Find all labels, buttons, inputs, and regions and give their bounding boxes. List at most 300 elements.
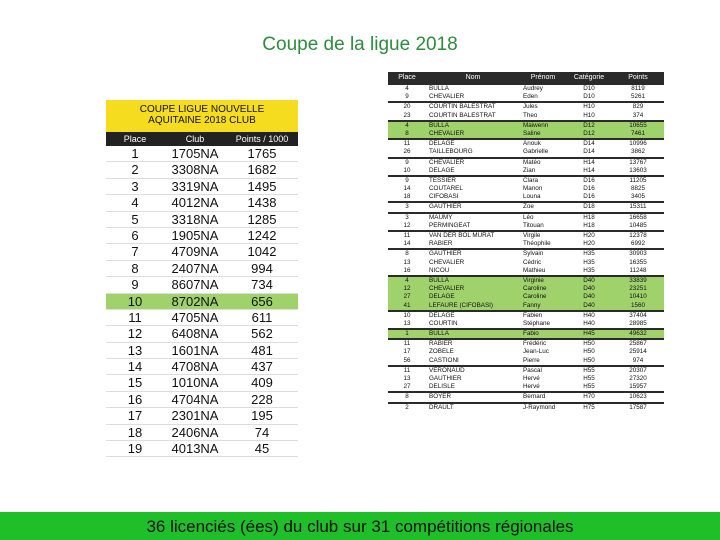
points-cell: 1560: [630, 301, 645, 309]
points-cell: 16355: [629, 258, 647, 266]
prenom-cell: Hervé: [523, 383, 540, 391]
prenom-cell: Caroline: [523, 285, 547, 293]
prenom-cell: Cédric: [523, 258, 542, 266]
table-row: [388, 330, 664, 338]
points-cell: 37404: [629, 311, 647, 319]
prenom-cell: Jules: [523, 103, 538, 111]
footer-banner: [0, 512, 720, 540]
prenom-cell: Pierre: [523, 356, 540, 364]
place-cell: 11: [403, 140, 411, 148]
categorie-cell: H55: [583, 366, 595, 374]
table-row: [388, 203, 664, 211]
categorie-cell: D14: [583, 140, 595, 148]
points-cell: 195: [251, 408, 273, 424]
points-cell: 7461: [630, 129, 645, 137]
categorie-cell: H50: [583, 356, 595, 364]
points-cell: 16658: [629, 213, 647, 221]
nom-cell: LEFAURE (CIFOBASI): [429, 301, 494, 309]
categorie-cell: D16: [583, 193, 595, 201]
prenom-cell: Maiwenn: [523, 121, 549, 129]
points-cell: 1682: [247, 162, 277, 178]
points-cell: 49632: [629, 330, 647, 338]
prenom-cell: Eden: [523, 93, 538, 101]
individual-results-table: [388, 72, 664, 412]
nom-cell: DELISLE: [429, 383, 455, 391]
nom-cell: BULLA: [429, 121, 449, 129]
place-cell: 2: [405, 403, 409, 411]
place-cell: 10: [403, 311, 411, 319]
col-nom: Nom: [465, 74, 481, 81]
table-row: [388, 148, 664, 156]
place-cell: 56: [403, 356, 411, 364]
table-row: [388, 93, 664, 101]
points-cell: 656: [251, 293, 273, 309]
prenom-cell: Gabrielle: [523, 148, 549, 156]
table-row: [388, 367, 664, 375]
club-cell: 6408NA: [171, 326, 219, 342]
table-row: [388, 312, 664, 320]
table-row: [388, 250, 664, 258]
table-row: [388, 383, 664, 391]
nom-cell: COURTIN: [429, 319, 458, 327]
place-cell: 3: [131, 178, 139, 194]
nom-cell: CASTIONI: [429, 356, 459, 364]
place-cell: 9: [405, 158, 409, 166]
table-row: [106, 326, 298, 342]
place-cell: 18: [403, 193, 411, 201]
club-cell: 4708NA: [171, 359, 219, 375]
nom-cell: DELAGE: [429, 140, 455, 148]
categorie-cell: D10: [583, 93, 595, 101]
categorie-cell: H70: [583, 393, 595, 401]
club-cell: 4704NA: [171, 391, 219, 407]
club-cell: 1601NA: [171, 342, 219, 358]
prenom-cell: Titouan: [523, 221, 544, 229]
categorie-cell: H40: [583, 319, 595, 327]
club-cell: 4012NA: [171, 195, 219, 211]
table-row: [388, 375, 664, 383]
nom-cell: MAUMY: [429, 213, 453, 221]
categorie-cell: H14: [583, 158, 595, 166]
club-cell: 1010NA: [171, 375, 219, 391]
place-cell: 2: [131, 162, 139, 178]
table-row: [106, 375, 298, 391]
categorie-cell: H50: [583, 348, 595, 356]
table-row: [388, 277, 664, 285]
place-cell: 17: [127, 408, 143, 424]
points-cell: 15311: [629, 203, 647, 211]
categorie-cell: H18: [583, 221, 595, 229]
table-row: [388, 293, 664, 301]
place-cell: 11: [403, 232, 411, 239]
prenom-cell: Audrey: [523, 85, 543, 92]
points-cell: 8119: [631, 85, 645, 92]
points-cell: 25867: [629, 340, 647, 348]
categorie-cell: H14: [583, 166, 595, 174]
points-cell: 10655: [629, 121, 647, 129]
table-row: [388, 112, 664, 120]
place-cell: 12: [127, 326, 143, 342]
nom-cell: DELAGE: [429, 293, 455, 301]
categorie-cell: D16: [583, 185, 595, 193]
nom-cell: BOYER: [429, 393, 452, 401]
club-cell: 3318NA: [171, 211, 219, 227]
nom-cell: RABIER: [429, 340, 453, 348]
nom-cell: VERONAUD: [429, 366, 465, 374]
table-row: [388, 177, 664, 185]
table-row: [388, 259, 664, 267]
table-row: [106, 294, 298, 310]
table-row: [388, 85, 664, 93]
club-table-heading-line1: COUPE LIGUE NOUVELLE: [139, 104, 265, 115]
place-cell: 9: [405, 93, 409, 101]
club-table-body: [106, 146, 298, 457]
categorie-cell: H50: [583, 340, 595, 348]
place-cell: 15: [127, 375, 143, 391]
prenom-cell: Virginie: [523, 276, 544, 284]
points-cell: 10485: [629, 221, 647, 229]
prenom-cell: Fanny: [523, 301, 541, 309]
footer-text: 36 licenciés (ées) du club sur 31 compétitions régionales: [146, 517, 574, 536]
points-cell: 20307: [629, 366, 647, 374]
nom-cell: CHEVALIER: [429, 129, 465, 137]
table-row: [106, 162, 298, 178]
prenom-cell: Anouk: [523, 140, 541, 148]
points-cell: 17587: [629, 403, 647, 411]
place-cell: 27: [403, 383, 411, 391]
categorie-cell: D40: [583, 301, 595, 309]
place-cell: 17: [403, 348, 411, 356]
place-cell: 11: [128, 309, 142, 325]
table-row: [388, 340, 664, 348]
table-row: [388, 222, 664, 230]
col-points: Points / 1000: [235, 134, 289, 144]
club-cell: 3319NA: [171, 178, 219, 194]
place-cell: 23: [403, 111, 411, 119]
col-place: Place: [123, 134, 147, 144]
points-cell: 228: [251, 391, 273, 407]
nom-cell: GAUTHIER: [429, 250, 462, 258]
categorie-cell: D10: [583, 85, 595, 92]
categorie-cell: H35: [583, 250, 595, 258]
points-cell: 1042: [247, 244, 277, 260]
place-cell: 9: [131, 277, 139, 293]
categorie-cell: D16: [583, 176, 595, 184]
table-row: [388, 404, 664, 412]
points-cell: 734: [251, 277, 273, 293]
categorie-cell: D40: [583, 285, 595, 293]
place-cell: 20: [403, 103, 411, 111]
categorie-cell: H10: [583, 111, 595, 119]
nom-cell: BULLA: [429, 85, 449, 92]
points-cell: 13603: [629, 166, 647, 174]
prenom-cell: Sylvain: [523, 250, 544, 258]
club-cell: 2407NA: [171, 260, 219, 276]
prenom-cell: Léo: [523, 213, 534, 221]
categorie-cell: H35: [583, 266, 595, 274]
place-cell: 4: [131, 195, 139, 211]
place-cell: 11: [403, 340, 411, 348]
place-cell: 26: [403, 148, 411, 156]
points-cell: 25914: [629, 348, 647, 356]
points-cell: 11205: [629, 176, 647, 184]
nom-cell: CIFOBASI: [429, 193, 459, 201]
prenom-cell: Mathieu: [523, 266, 546, 274]
table-row: [388, 320, 664, 328]
table-row: [106, 244, 298, 260]
place-cell: 9: [405, 176, 409, 184]
categorie-cell: H20: [583, 232, 595, 239]
col-points: Points: [628, 74, 648, 81]
club-table-heading-line2: AQUITAINE 2018 CLUB: [148, 115, 256, 126]
place-cell: 13: [403, 319, 411, 327]
table-row: [388, 103, 664, 111]
col-club: Club: [185, 134, 205, 144]
table-row: [106, 310, 298, 326]
place-cell: 16: [403, 266, 411, 274]
club-cell: 2406NA: [171, 424, 219, 440]
col-categorie: Catégorie: [573, 74, 605, 81]
nom-cell: BULLA: [429, 276, 449, 284]
place-cell: 8: [405, 393, 409, 401]
points-cell: 562: [251, 326, 273, 342]
table-row: [106, 408, 298, 424]
club-cell: 4709NA: [171, 244, 219, 260]
prenom-cell: Stéphane: [523, 319, 550, 327]
table-row: [106, 425, 298, 441]
place-cell: 3: [405, 203, 409, 211]
table-row: [388, 393, 664, 401]
table-row: [388, 240, 664, 248]
prenom-cell: Jean-Luc: [523, 348, 549, 356]
points-cell: 1438: [247, 195, 277, 211]
table-row: [106, 343, 298, 359]
prenom-cell: Clara: [523, 176, 539, 184]
table-row: [388, 214, 664, 222]
place-cell: 8: [405, 250, 409, 258]
place-cell: 12: [403, 221, 411, 229]
nom-cell: CHEVALIER: [429, 93, 465, 101]
nom-cell: ZOBELE: [429, 348, 454, 356]
points-cell: 829: [632, 103, 644, 111]
categorie-cell: H75: [583, 403, 595, 411]
table-row: [106, 228, 298, 244]
table-row: [106, 359, 298, 375]
prenom-cell: Matéo: [523, 158, 541, 166]
table-row: [388, 232, 664, 240]
place-cell: 1: [131, 146, 139, 161]
club-cell: 8607NA: [171, 277, 219, 293]
prenom-cell: Virgile: [523, 232, 541, 239]
table-row: [106, 179, 298, 195]
place-cell: 4: [405, 85, 409, 92]
club-cell: 1705NA: [171, 146, 219, 161]
categorie-cell: H10: [583, 103, 595, 111]
categorie-cell: D18: [583, 203, 595, 211]
table-row: [388, 285, 664, 293]
club-cell: 2301NA: [171, 408, 219, 424]
categorie-cell: D40: [583, 293, 595, 301]
place-cell: 7: [131, 244, 139, 260]
points-cell: 5261: [630, 93, 645, 101]
place-cell: 5: [131, 211, 139, 227]
table-row: [106, 277, 298, 293]
table-row: [106, 212, 298, 228]
categorie-cell: H40: [583, 311, 595, 319]
points-cell: 481: [251, 342, 273, 358]
place-cell: 8: [131, 260, 139, 276]
points-cell: 1765: [247, 146, 277, 161]
prenom-cell: Zian: [523, 166, 536, 174]
prenom-cell: Louna: [523, 193, 541, 201]
table-row: [106, 146, 298, 162]
place-cell: 1: [405, 330, 409, 338]
points-cell: 10996: [629, 140, 647, 148]
categorie-cell: H18: [583, 213, 595, 221]
table-row: [388, 159, 664, 167]
place-cell: 4: [405, 121, 409, 129]
table-row: [388, 357, 664, 365]
table-row: [388, 130, 664, 138]
nom-cell: BULLA: [429, 330, 449, 338]
col-place: Place: [398, 74, 416, 81]
place-cell: 12: [403, 285, 411, 293]
place-cell: 6: [131, 227, 139, 243]
points-cell: 1285: [247, 211, 277, 227]
points-cell: 611: [251, 309, 273, 325]
prenom-cell: Hervé: [523, 375, 540, 382]
points-cell: 45: [254, 441, 270, 457]
table-row: [388, 193, 664, 201]
prenom-cell: Caroline: [523, 293, 547, 301]
table-row: [388, 348, 664, 356]
place-cell: 13: [127, 342, 143, 358]
points-cell: 6992: [630, 240, 645, 248]
points-cell: 74: [254, 424, 270, 440]
nom-cell: DELAGE: [429, 166, 455, 174]
results-table-header-row: [388, 72, 664, 83]
place-cell: 11: [403, 366, 411, 374]
nom-cell: DRAULT: [429, 403, 454, 411]
place-cell: 13: [403, 375, 411, 382]
points-cell: 409: [251, 375, 273, 391]
place-cell: 3: [405, 213, 409, 221]
points-cell: 27320: [629, 375, 647, 382]
points-cell: 10410: [629, 293, 647, 301]
table-row: [388, 267, 664, 275]
prenom-cell: Bernard: [523, 393, 546, 401]
page-title: Coupe de la ligue 2018: [262, 34, 458, 55]
categorie-cell: H55: [583, 375, 595, 382]
categorie-cell: D14: [583, 148, 595, 156]
categorie-cell: H35: [583, 258, 595, 266]
nom-cell: DELAGE: [429, 311, 455, 319]
nom-cell: PERMINGEAT: [429, 221, 471, 229]
results-table-body: [388, 83, 664, 412]
nom-cell: TESSIER: [429, 176, 456, 184]
prenom-cell: Frédéric: [523, 340, 547, 348]
col-prenom: Prénom: [530, 74, 556, 81]
points-cell: 10623: [629, 393, 647, 401]
prenom-cell: Théophile: [523, 240, 551, 248]
nom-cell: CHEVALIER: [429, 285, 465, 293]
nom-cell: COURTIN BALESTRAT: [429, 111, 496, 119]
points-cell: 3862: [630, 148, 645, 156]
nom-cell: NICOU: [429, 266, 450, 274]
place-cell: 10: [127, 293, 143, 309]
points-cell: 974: [632, 356, 644, 364]
club-table-heading: [106, 100, 298, 132]
prenom-cell: Theo: [523, 111, 538, 119]
place-cell: 18: [127, 424, 143, 440]
points-cell: 30903: [629, 250, 647, 258]
points-cell: 994: [251, 260, 273, 276]
prenom-cell: J-Raymond: [523, 403, 556, 411]
points-cell: 11248: [629, 266, 647, 274]
table-row: [388, 185, 664, 193]
prenom-cell: Fabien: [523, 311, 543, 319]
categorie-cell: H20: [583, 240, 595, 248]
points-cell: 15957: [629, 383, 647, 391]
prenom-cell: Manon: [523, 185, 543, 193]
table-row: [106, 441, 298, 457]
points-cell: 28985: [629, 319, 647, 327]
table-row: [388, 302, 664, 310]
place-cell: 8: [405, 129, 409, 137]
nom-cell: COURTIN BALESTRAT: [429, 103, 496, 111]
place-cell: 16: [127, 391, 143, 407]
points-cell: 33839: [629, 276, 647, 284]
points-cell: 1495: [247, 178, 277, 194]
club-cell: 3308NA: [171, 162, 219, 178]
categorie-cell: D40: [583, 276, 595, 284]
club-cell: 4705NA: [171, 309, 219, 325]
nom-cell: CHEVALIER: [429, 258, 465, 266]
place-cell: 13: [403, 258, 411, 266]
points-cell: 1242: [247, 227, 277, 243]
nom-cell: RABIER: [429, 240, 453, 248]
points-cell: 3405: [630, 193, 645, 201]
points-cell: 13767: [629, 158, 647, 166]
table-row: [388, 167, 664, 175]
table-row: [388, 122, 664, 130]
nom-cell: GAUTHIER: [429, 375, 462, 382]
prenom-cell: Pascal: [523, 366, 542, 374]
table-row: [106, 392, 298, 408]
table-row: [106, 261, 298, 277]
points-cell: 437: [251, 359, 273, 375]
place-cell: 14: [403, 185, 411, 193]
place-cell: 14: [403, 240, 411, 248]
club-table-header-row: [106, 132, 298, 146]
club-cell: 4013NA: [171, 441, 219, 457]
points-cell: 374: [632, 111, 644, 119]
place-cell: 41: [403, 301, 411, 309]
nom-cell: GAUTHIER: [429, 203, 462, 211]
prenom-cell: Fabio: [523, 330, 539, 338]
points-cell: 23251: [629, 285, 647, 293]
categorie-cell: H55: [583, 383, 595, 391]
club-cell: 1905NA: [171, 227, 219, 243]
place-cell: 10: [403, 166, 411, 174]
club-cell: 8702NA: [171, 293, 219, 309]
categorie-cell: D12: [583, 129, 595, 137]
categorie-cell: H45: [583, 330, 595, 338]
nom-cell: COUTAREL: [429, 185, 463, 193]
place-cell: 4: [405, 276, 409, 284]
points-cell: 12378: [629, 232, 647, 239]
nom-cell: VAN DER BOL MURAT: [429, 232, 495, 239]
